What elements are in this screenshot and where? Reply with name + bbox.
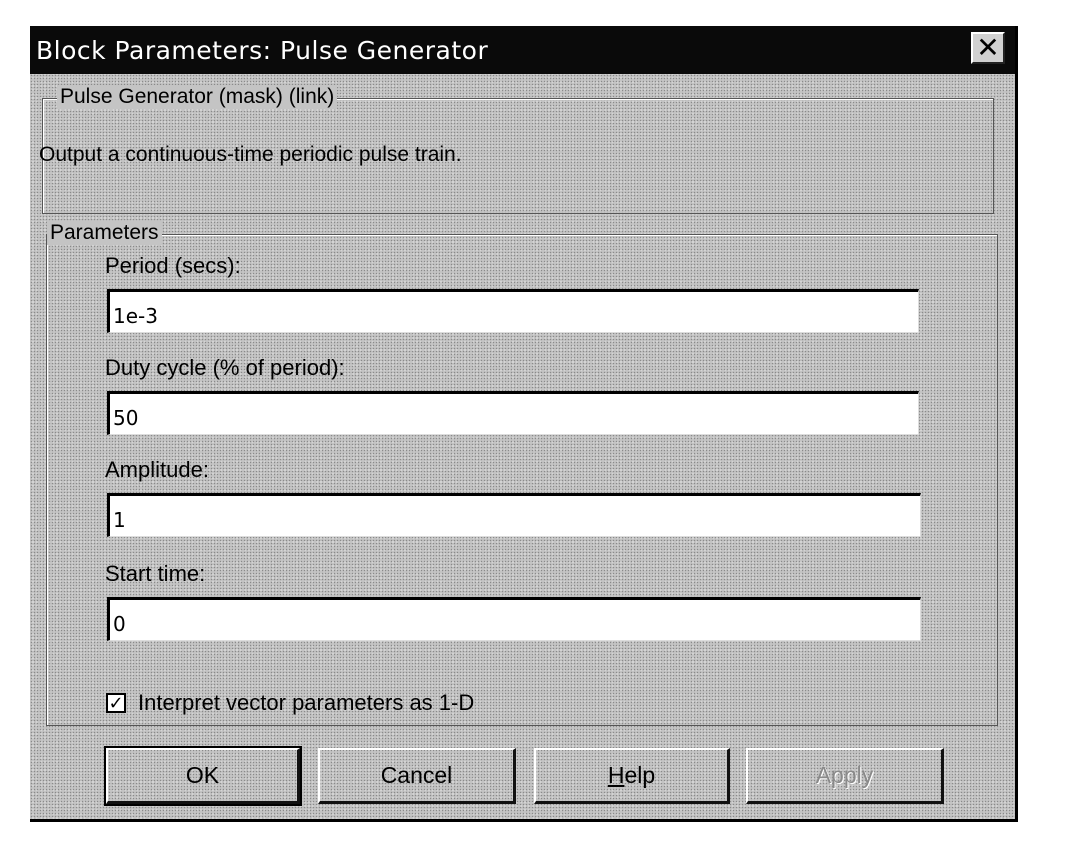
help-accelerator: H xyxy=(607,762,625,788)
title-bar[interactable] xyxy=(30,26,1015,74)
close-button[interactable] xyxy=(971,32,1005,64)
check-icon: ✓ xyxy=(108,693,124,713)
help-button[interactable] xyxy=(534,748,730,804)
ok-button[interactable] xyxy=(106,748,300,804)
interpret-vector-label: Interpret vector parameters as 1-D xyxy=(138,690,475,715)
block-description: Output a continuous-time periodic pulse train. xyxy=(39,143,462,166)
dialog-title: Block Parameters: Pulse Generator xyxy=(36,36,489,65)
duty-cycle-input[interactable] xyxy=(107,391,919,435)
start-time-input[interactable] xyxy=(107,597,921,641)
apply-button[interactable] xyxy=(746,748,944,804)
amplitude-input[interactable] xyxy=(107,493,921,537)
parameters-group xyxy=(46,221,998,726)
block-parameters-dialog xyxy=(30,26,1018,822)
help-button-label xyxy=(608,762,655,789)
cancel-button[interactable] xyxy=(318,748,516,804)
period-input[interactable] xyxy=(107,289,919,333)
period-label: Period (secs): xyxy=(105,253,241,278)
parameters-legend: Parameters xyxy=(47,221,162,245)
description-legend: Pulse Generator (mask) (link) xyxy=(57,85,337,109)
help-label-rest: elp xyxy=(624,762,656,788)
close-icon: ✕ xyxy=(976,32,1000,63)
cancel-button-label: Cancel xyxy=(380,762,453,788)
description-group xyxy=(39,85,994,214)
amplitude-label: Amplitude: xyxy=(105,457,209,482)
apply-button-label: Apply xyxy=(815,762,874,788)
interpret-vector-checkbox[interactable] xyxy=(106,693,126,713)
start-time-label: Start time: xyxy=(105,561,206,586)
interpret-vector-checkbox-row[interactable] xyxy=(106,690,474,716)
ok-button-label: OK xyxy=(185,762,220,788)
duty-cycle-label: Duty cycle (% of period): xyxy=(105,355,345,380)
